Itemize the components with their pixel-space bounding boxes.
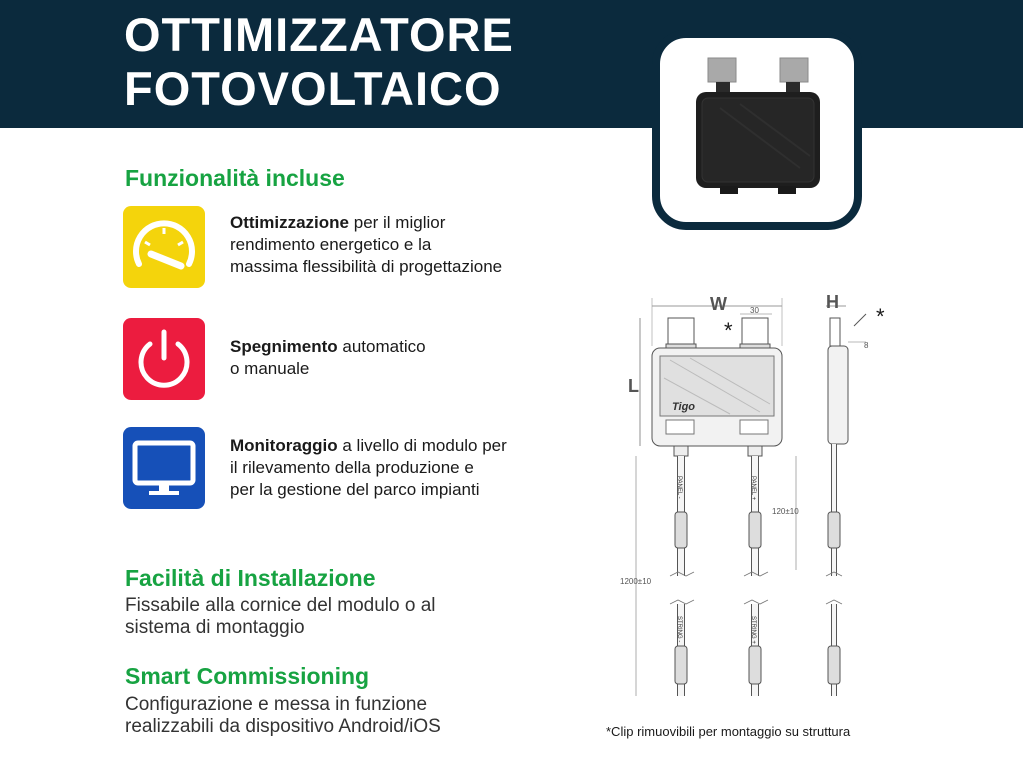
title-line-2: FOTOVOLTAICO — [124, 62, 502, 115]
page-title — [124, 8, 514, 116]
feature-monitoring-rest: a livello di modulo per — [337, 436, 507, 455]
feature-optimization-line-3: massima flessibilità di progettazione — [230, 257, 503, 276]
commissioning-heading: Smart Commissioning — [125, 663, 370, 689]
features-heading: Funzionalità incluse — [125, 165, 345, 191]
dim-1200: 1200±10 — [620, 577, 652, 586]
monitor-icon — [123, 427, 205, 509]
footnote: *Clip rimuovibili per montaggio su struttura — [606, 724, 851, 739]
optimizer-device-image — [660, 38, 854, 222]
feature-shutdown-line-1 — [230, 336, 426, 358]
installation-heading: Facilità di Installazione — [125, 565, 376, 591]
brand-tigo: Tigo — [672, 401, 696, 413]
installation-text — [125, 595, 436, 639]
feature-monitoring-line-3: per la gestione del parco impianti — [230, 480, 480, 499]
asterisk-side: * — [876, 304, 885, 329]
feature-shutdown-text — [230, 336, 426, 380]
feature-optimization-text — [230, 212, 502, 278]
installation-line-2: sistema di montaggio — [125, 617, 305, 638]
feature-shutdown-line-2: o manuale — [230, 359, 310, 378]
product-photo-frame — [652, 30, 862, 230]
commissioning-text — [125, 694, 441, 738]
installation-line-1: Fissabile alla cornice del modulo o al — [125, 595, 436, 616]
dim-120: 120±10 — [772, 507, 799, 516]
feature-shutdown-bold: Spegnimento — [230, 337, 338, 356]
feature-optimization-bold: Ottimizzazione — [230, 213, 350, 232]
feature-optimization-line-2: rendimento energetico e la — [230, 235, 432, 254]
dim-8: 8 — [864, 341, 869, 350]
label-l: L — [628, 376, 639, 396]
connector-string-plus — [749, 646, 761, 684]
commissioning-line-1: Configurazione e messa in funzione — [125, 694, 428, 715]
power-icon — [123, 318, 205, 400]
feature-monitoring-line-1 — [230, 435, 507, 457]
feature-optimization-line-1 — [230, 212, 502, 234]
connector-panel-plus — [749, 512, 761, 548]
dim-30: 30 — [750, 306, 759, 315]
connector-panel-minus — [675, 512, 687, 548]
feature-monitoring-text — [230, 435, 507, 501]
feature-shutdown-rest: automatico — [337, 337, 426, 356]
asterisk-front: * — [724, 318, 733, 343]
technical-drawing — [600, 286, 900, 706]
cable-panel-plus: PANEL + — [750, 476, 756, 501]
feature-monitoring-bold: Monitoraggio — [230, 436, 338, 455]
label-w: W — [710, 294, 727, 314]
cable-string-minus: STRING - — [676, 616, 682, 643]
feature-monitoring-line-2: il rilevamento della produzione e — [230, 458, 474, 477]
title-line-1: OTTIMIZZATORE — [124, 8, 514, 61]
feature-optimization-rest: per il miglior — [349, 213, 446, 232]
optimizer-side-view — [828, 346, 848, 444]
label-h: H — [826, 292, 839, 312]
speedometer-icon — [123, 206, 205, 288]
cable-panel-minus: PANEL - — [676, 476, 682, 499]
connector-string-minus — [675, 646, 687, 684]
cable-string-plus: STRING + — [750, 616, 756, 644]
commissioning-line-2: realizzabili da dispositivo Android/iOS — [125, 716, 441, 737]
